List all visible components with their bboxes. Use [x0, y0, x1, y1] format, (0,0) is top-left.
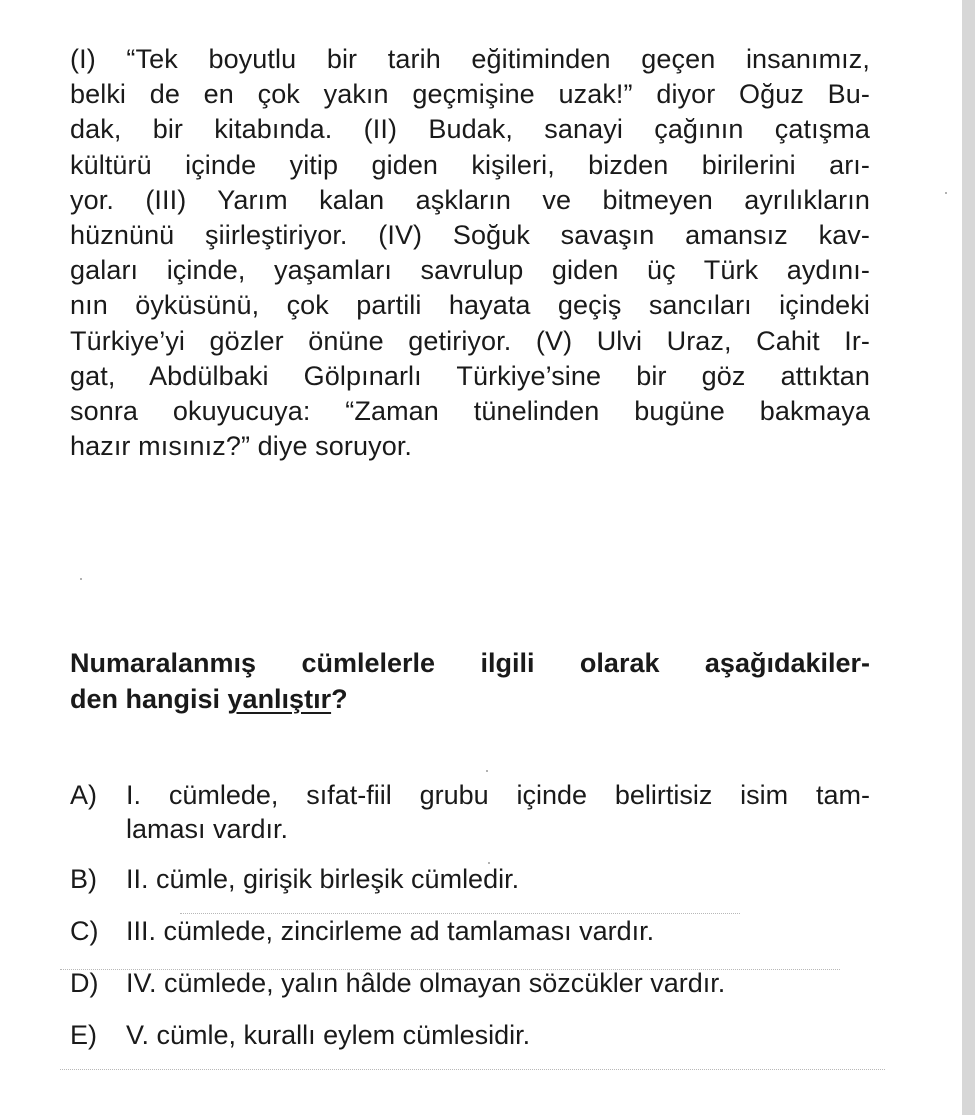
passage-line: dak, bir kitabında. (II) Budak, sanayi çağının çatışma [70, 114, 870, 145]
option-line: III. cümlede, zincirleme ad tamlaması vardır. [126, 916, 655, 946]
option-letter: B) [70, 864, 97, 894]
option-letter: C) [70, 916, 99, 946]
passage-line: (I) “Tek boyutlu bir tarih eğitiminden geçen insanımız, [70, 44, 870, 74]
question-mark: ? [331, 684, 348, 714]
option-e[interactable] [70, 1018, 870, 1052]
passage-line: Türkiye’yi gözler önüne getiriyor. (V) Ulvi Uraz, Cahit Ir- [70, 325, 870, 356]
passage-line: hazır mısınız?” diye soruyor. [70, 431, 413, 462]
passage-line: hüznünü şiirleştiriyor. (IV) Soğuk savaşın amansız kav- [70, 220, 870, 251]
option-a[interactable] [70, 778, 870, 846]
option-text [126, 778, 870, 846]
scan-speck [488, 862, 490, 864]
option-line: IV. cümlede, yalın hâlde olmayan sözcükler vardır. [126, 968, 726, 998]
question-emphasis: yanlıştır [227, 684, 332, 714]
scan-dotted-line [60, 1069, 885, 1070]
option-line: II. cümle, girişik birleşik cümledir. [126, 864, 520, 894]
reading-passage [70, 42, 870, 464]
passage-line: nın öyküsünü, çok partili hayata geçiş sancıları içindeki [70, 290, 870, 321]
option-c[interactable] [70, 914, 870, 948]
option-line: I. cümlede, sıfat-fiil grubu içinde belirtisiz isim tam- [126, 780, 870, 810]
passage-line: kültürü içinde yitip giden kişileri, bizden birilerini arı- [70, 149, 870, 180]
answer-options [70, 778, 870, 1052]
scan-speck [945, 192, 947, 194]
scan-dotted-line [180, 913, 740, 914]
option-text [126, 862, 870, 896]
scan-speck [486, 770, 488, 772]
question-line [70, 681, 870, 717]
option-letter: D) [70, 968, 99, 998]
passage-line: yor. (III) Yarım kalan aşkların ve bitmeyen ayrılıkların [70, 184, 870, 215]
option-line: V. cümle, kurallı eylem cümlesidir. [126, 1020, 531, 1050]
passage-line: gaları içinde, yaşamları savrulup giden üç Türk aydını- [70, 255, 870, 286]
option-d[interactable] [70, 966, 870, 1000]
question-line: Numaralanmış cümlelerle ilgili olarak aşağıdakiler- [70, 648, 870, 678]
scan-dotted-line [60, 969, 840, 970]
option-letter: E) [70, 1020, 97, 1050]
option-line: laması vardır. [126, 814, 289, 844]
passage-line: gat, Abdülbaki Gölpınarlı Türkiye’sine bir göz attıktan [70, 360, 870, 391]
option-text [126, 1018, 870, 1052]
passage-line: belki de en çok yakın geçmişine uzak!” diyor Oğuz Bu- [70, 79, 870, 110]
option-text [126, 914, 870, 948]
option-text [126, 966, 870, 1000]
page-edge [962, 0, 975, 1115]
option-letter: A) [70, 780, 97, 810]
scan-speck [80, 578, 82, 580]
passage-line: sonra okuyucuya: “Zaman tünelinden bugüne bakmaya [70, 396, 870, 427]
question-text: den hangisi [70, 684, 228, 714]
question-stem [70, 645, 870, 717]
option-b[interactable] [70, 862, 870, 896]
